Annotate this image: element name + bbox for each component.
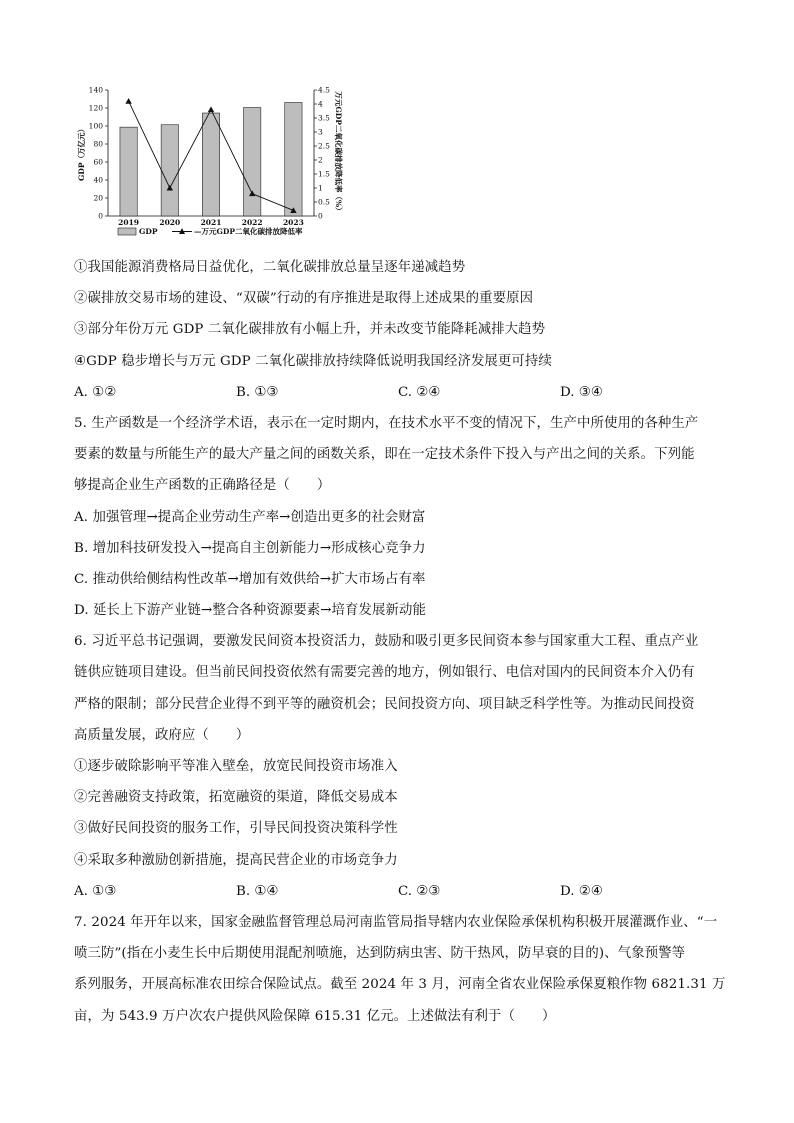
q4-option-d[interactable]: D. ③④ bbox=[560, 384, 603, 400]
gdp-carbon-chart bbox=[72, 78, 362, 248]
left-tick-label: 140 bbox=[88, 85, 103, 95]
left-tick-label: 120 bbox=[88, 103, 103, 113]
q7-stem-line-1: 7. 2024 年开年以来，国家金融监督管理总局河南监管局指导辖内农业保险承保机构积极开展灌溉作业、“一 bbox=[74, 914, 718, 930]
q6-stem-line-3: 严格的限制；部分民营企业得不到平等的融资机会；民间投资方向、项目缺乏科学性等。为推动民间投资 bbox=[74, 696, 695, 712]
q6-option-a[interactable]: A. ①③ bbox=[74, 883, 117, 899]
q4-options bbox=[74, 377, 722, 408]
q6-option-b[interactable]: B. ①④ bbox=[236, 883, 279, 899]
right-tick-label: 2 bbox=[318, 155, 323, 165]
question-content bbox=[74, 252, 726, 1032]
q4-statement-2: ②碳排放交易市场的建设、“双碳”行动的有序推进是取得上述成果的重要原因 bbox=[74, 291, 534, 307]
q6-statement-2: ②完善融资支持政策，拓宽融资的渠道，降低交易成本 bbox=[74, 790, 398, 806]
q5-stem-line-1: 5. 生产函数是一个经济学术语，表示在一定时期内，在技术水平不变的情况下，生产中所使用的各种生产 bbox=[74, 415, 699, 431]
left-axis-title: GDP（万亿元） bbox=[77, 124, 86, 182]
right-tick-label: 4 bbox=[318, 99, 323, 109]
q4-option-c[interactable]: C. ②④ bbox=[398, 384, 441, 400]
left-tick-label: 100 bbox=[88, 121, 103, 131]
gdp-bar bbox=[285, 103, 302, 216]
q5-choice-a[interactable]: A. 加强管理→提高企业劳动生产率→创造出更多的社会财富 bbox=[74, 509, 426, 525]
left-tick-label: 40 bbox=[93, 175, 103, 185]
q5-choice-c[interactable]: C. 推动供给侧结构性改革→增加有效供给→扩大市场占有率 bbox=[74, 571, 426, 587]
right-tick-label: 1.5 bbox=[318, 169, 330, 179]
q6-option-c[interactable]: C. ②③ bbox=[398, 883, 441, 899]
q5-stem-line-3: 够提高企业生产函数的正确路径是（ ） bbox=[74, 478, 331, 494]
q6-stem-line-2: 链供应链项目建设。但当前民间投资依然有需要完善的地方，例如银行、电信对国内的民间资本介入仍有 bbox=[74, 665, 695, 681]
left-tick-label: 80 bbox=[93, 139, 103, 149]
chart-svg bbox=[72, 78, 362, 248]
right-tick-label: 0.5 bbox=[318, 197, 330, 207]
x-tick-label: 2021 bbox=[200, 218, 222, 227]
q7-stem-line-4: 亩，为 543.9 万户次农户提供风险保障 615.31 亿元。上述做法有利于（ ） bbox=[74, 1008, 556, 1024]
right-tick-label: 3 bbox=[318, 127, 323, 137]
gdp-bar bbox=[202, 113, 219, 216]
x-tick-label: 2019 bbox=[118, 218, 140, 227]
q6-statement-1: ①逐步破除影响平等准入壁垒，放宽民间投资市场准入 bbox=[74, 759, 398, 774]
x-tick-label: 2023 bbox=[282, 218, 304, 227]
right-tick-label: 3.5 bbox=[318, 113, 330, 123]
q7-stem-line-3: 系列服务，开展高标准农田综合保险试点。截至 2024 年 3 月，河南全省农业保险承保夏粮作物 6821.31 万 bbox=[74, 977, 726, 993]
x-tick-label: 2020 bbox=[159, 218, 181, 227]
carbon-rate-point bbox=[125, 98, 131, 104]
q4-statement-1: ①我国能源消费格局日益优化，二氧化碳排放总量呈逐年递减趋势 bbox=[74, 260, 466, 275]
right-tick-label: 0 bbox=[318, 211, 323, 221]
legend-triangle-icon bbox=[179, 228, 185, 234]
left-tick-label: 60 bbox=[93, 157, 103, 167]
x-tick-label: 2022 bbox=[241, 218, 263, 227]
q6-statement-4: ④采取多种激励创新措施，提高民营企业的市场竞争力 bbox=[74, 852, 398, 868]
q4-option-a[interactable]: A. ①② bbox=[74, 384, 117, 400]
q4-statement-4: ④GDP 稳步增长与万元 GDP 二氧化碳排放持续降低说明我国经济发展更可持续 bbox=[74, 353, 552, 369]
right-axis-title: 万元GDP二氧化碳排放降低率（%） bbox=[334, 91, 343, 215]
q6-stem-line-4: 高质量发展，政府应（ ） bbox=[74, 727, 250, 743]
gdp-bar bbox=[120, 127, 137, 216]
gdp-bar bbox=[244, 108, 261, 216]
q4-statement-3: ③部分年份万元 GDP 二氧化碳排放有小幅上升，并未改变节能降耗减排大趋势 bbox=[74, 322, 546, 338]
q5-choice-d[interactable]: D. 延长上下游产业链→整合各种资源要素→培育发展新动能 bbox=[74, 603, 426, 619]
q6-stem-line-1: 6. 习近平总书记强调，要激发民间资本投资活力，鼓励和吸引更多民间资本参与国家重大工程、重点产业 bbox=[74, 634, 699, 650]
q6-statement-3: ③做好民间投资的服务工作，引导民间投资决策科学性 bbox=[74, 821, 398, 837]
legend-label-gdp: GDP bbox=[139, 227, 158, 236]
legend-bar-swatch bbox=[118, 228, 136, 235]
legend-label-rate: —万元GDP二氧化碳排放降低率 bbox=[194, 227, 303, 236]
q7-stem-line-2: 喷三防”(指在小麦生长中后期使用混配剂喷施，达到防病虫害、防干热风，防早衰的目的)、气象预警等 bbox=[74, 946, 686, 962]
gdp-bar bbox=[161, 125, 178, 216]
q6-option-d[interactable]: D. ②④ bbox=[560, 883, 603, 899]
q5-choice-b[interactable]: B. 增加科技研发投入→提高自主创新能力→形成核心竞争力 bbox=[74, 540, 426, 556]
right-tick-label: 1 bbox=[318, 183, 323, 193]
left-tick-label: 20 bbox=[93, 193, 103, 203]
right-tick-label: 4.5 bbox=[318, 85, 330, 95]
q4-option-b[interactable]: B. ①③ bbox=[236, 384, 279, 400]
right-tick-label: 2.5 bbox=[318, 141, 330, 151]
carbon-rate-point bbox=[208, 106, 214, 112]
left-tick-label: 0 bbox=[98, 211, 103, 221]
q6-options bbox=[74, 876, 722, 907]
q5-stem-line-2: 要素的数量与所能生产的最大产量之间的函数关系，即在一定技术条件下投入与产出之间的关系。下列能 bbox=[74, 447, 695, 463]
